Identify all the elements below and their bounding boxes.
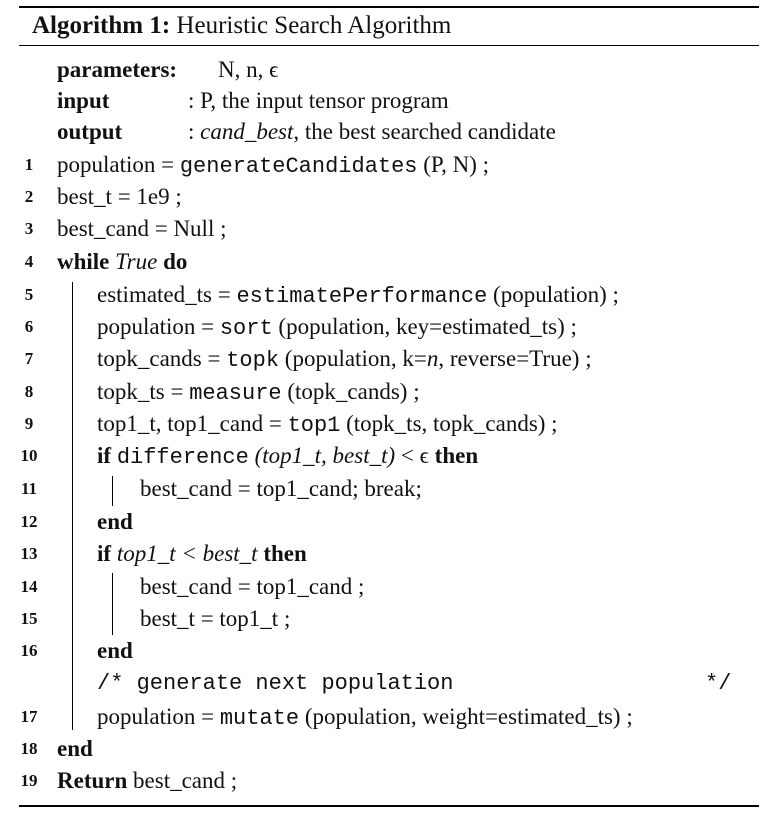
code-text: (population) ;: [487, 282, 619, 307]
algorithm-label: Algorithm 1:: [32, 12, 171, 39]
line-number: 7: [24, 349, 34, 368]
line-number: 14: [20, 577, 38, 596]
line-number: 18: [20, 739, 38, 758]
code-text: topk_ts =: [97, 379, 190, 404]
code-text: , reverse=True) ;: [438, 346, 592, 371]
code-text: top1_t, top1_cand =: [97, 411, 288, 436]
line-number: 13: [20, 544, 38, 563]
line-number: 19: [20, 771, 38, 790]
bottom-rule: [19, 805, 759, 807]
line-number: 16: [20, 641, 38, 660]
line-number: 15: [20, 609, 38, 628]
function-name: estimatePerformance: [236, 284, 488, 309]
comment-text: generate next population: [136, 671, 454, 696]
line-number: 5: [24, 285, 34, 304]
keyword-while: while: [57, 249, 110, 274]
function-name: top1: [287, 413, 341, 438]
output-key: output: [57, 119, 123, 144]
variable-n: n: [426, 346, 439, 371]
code-text: best_cand ;: [127, 768, 238, 793]
if-condition: top1_t < best_t: [116, 541, 258, 566]
input-value: : P, the input tensor program: [188, 88, 449, 113]
top-rule: [19, 6, 759, 8]
parameters-value: N, n, ϵ: [218, 57, 279, 82]
line-number: 6: [24, 317, 34, 336]
line-number: 8: [24, 382, 34, 401]
parameters-key: parameters:: [57, 57, 178, 82]
code-text: (population, weight=estimated_ts) ;: [299, 704, 633, 729]
loop-condition: True: [115, 249, 158, 274]
code-text: best_cand = Null ;: [57, 216, 227, 241]
function-name: topk: [226, 348, 280, 373]
function-name: sort: [219, 316, 273, 341]
comment-open: /*: [97, 671, 124, 696]
line-number: 11: [20, 479, 38, 498]
while-block-bar: [72, 282, 73, 730]
keyword-then: then: [434, 443, 479, 468]
comparison: < ϵ: [395, 443, 435, 468]
code-text: best_cand = top1_cand; break;: [140, 476, 422, 501]
function-name: mutate: [219, 706, 300, 731]
code-text: (topk_ts, topk_cands) ;: [340, 411, 558, 436]
keyword-do: do: [163, 249, 188, 274]
code-text: (population, k=: [279, 346, 427, 371]
line-number: 12: [20, 512, 38, 531]
keyword-then: then: [263, 541, 307, 566]
code-text: population =: [97, 314, 220, 339]
function-name: generateCandidates: [179, 154, 418, 179]
function-name: measure: [189, 381, 282, 406]
output-variable: cand_best: [200, 119, 294, 144]
line-number: 4: [24, 252, 34, 271]
line-number: 2: [24, 187, 34, 206]
keyword-if: if: [97, 443, 112, 468]
code-text: (topk_cands) ;: [281, 379, 420, 404]
line-number: 9: [24, 414, 34, 433]
code-text: population =: [97, 704, 220, 729]
keyword-return: Return: [57, 768, 128, 793]
code-text: best_t = 1e9 ;: [57, 184, 182, 209]
line-number: 1: [24, 155, 34, 174]
if-condition: (top1_t, best_t): [254, 443, 396, 468]
code-text: topk_cands =: [97, 346, 227, 371]
keyword-end: end: [57, 736, 93, 761]
keyword-end: end: [97, 509, 133, 534]
title-rule: [19, 45, 759, 46]
comment-close: */: [705, 671, 732, 696]
algorithm-name: Heuristic Search Algorithm: [176, 12, 452, 39]
output-colon: :: [188, 119, 201, 144]
code-text: population =: [57, 152, 180, 177]
if-block-bar: [112, 573, 113, 635]
code-text: estimated_ts =: [97, 282, 237, 307]
line-number: 3: [24, 219, 34, 238]
code-text: best_t = top1_t ;: [140, 606, 291, 631]
code-text: (P, N) ;: [417, 152, 490, 177]
code-text: best_cand = top1_cand ;: [140, 574, 365, 599]
code-text: (population, key=estimated_ts) ;: [272, 314, 577, 339]
input-key: input: [57, 88, 110, 113]
if-block-bar: [112, 476, 113, 506]
line-number: 10: [20, 446, 38, 465]
output-description: , the best searched candidate: [293, 119, 556, 144]
line-number: 17: [20, 707, 38, 726]
keyword-end: end: [97, 638, 133, 663]
algorithm-title: [32, 10, 451, 42]
function-name: difference: [116, 445, 249, 470]
keyword-if: if: [97, 541, 112, 566]
